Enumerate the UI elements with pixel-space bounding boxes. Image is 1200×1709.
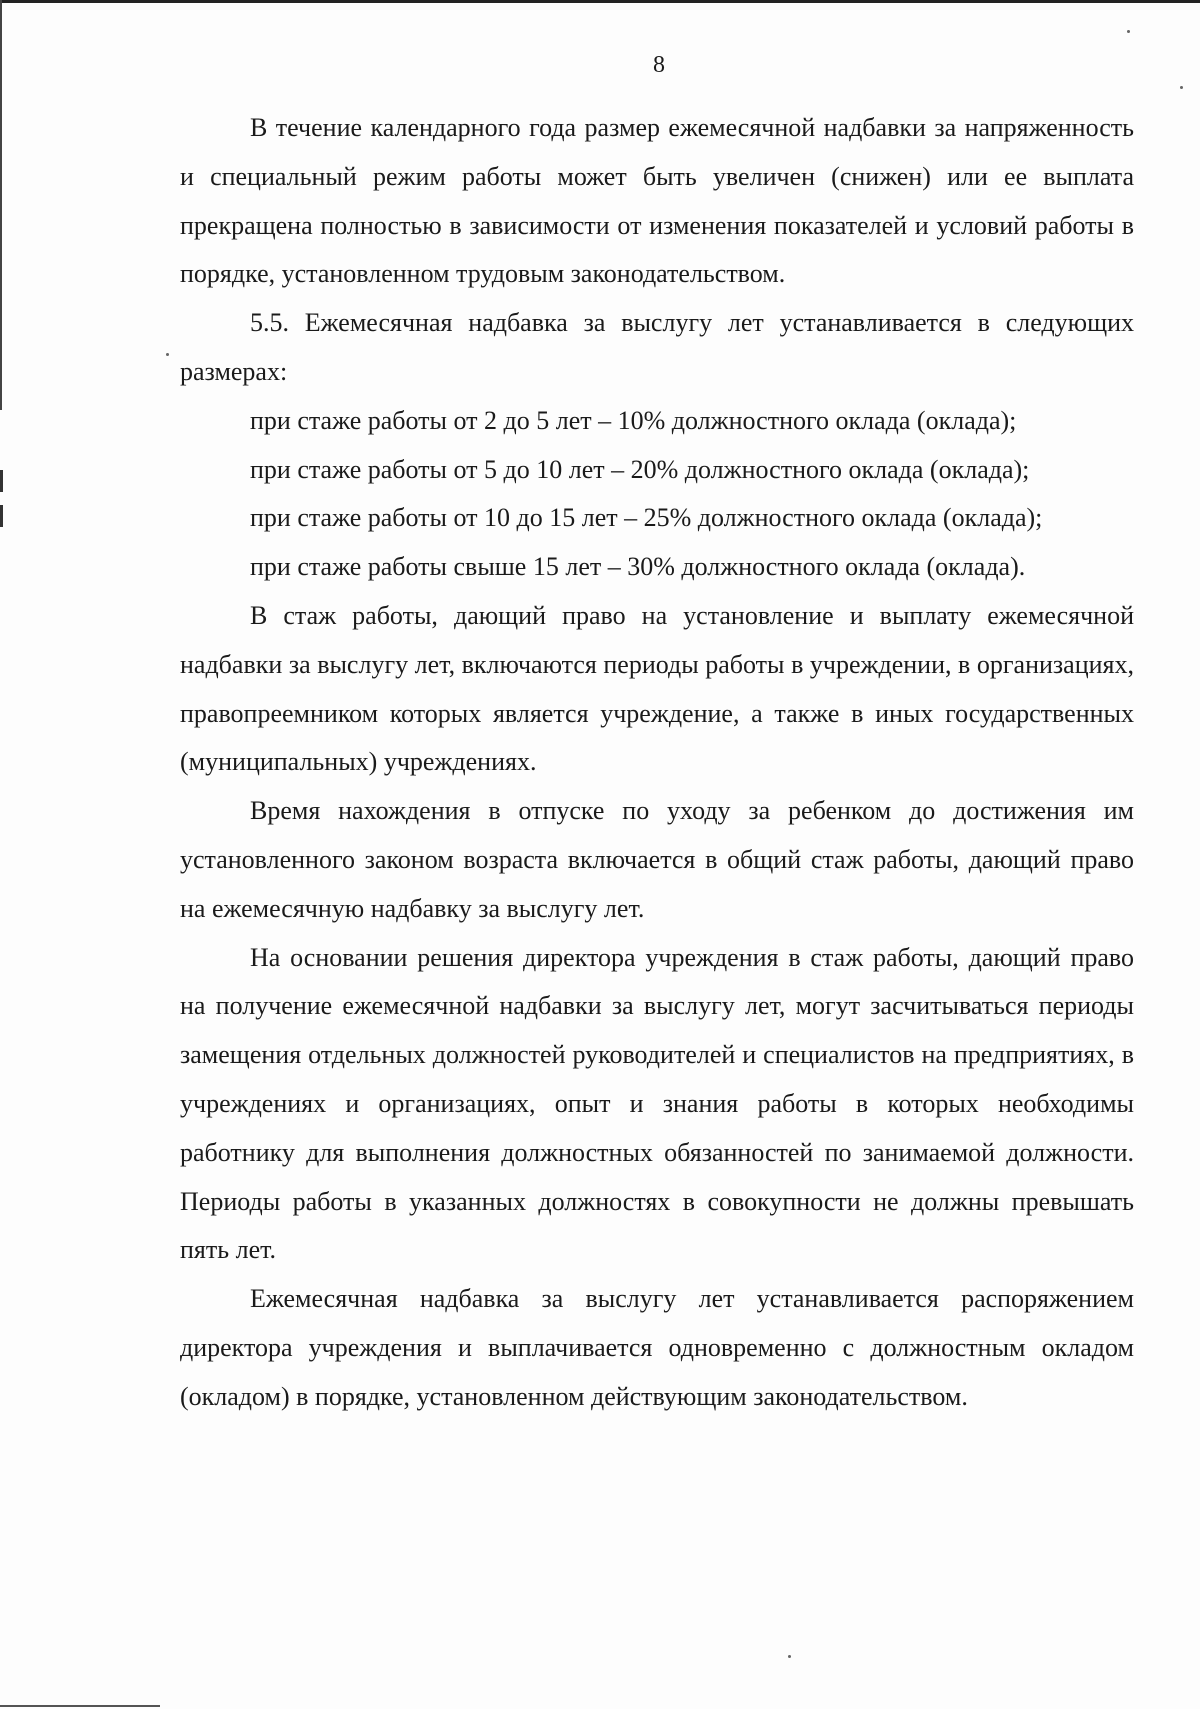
scan-left-mark: [0, 505, 3, 527]
paragraph: На основании решения директора учреждения в стаж работы, дающий право на получение ежемесячной надбавки за выслугу лет, могут засчитываться периоды замещения отдельных должностей руководителей и специалистов на предприятиях, в учреждениях и организациях, опыт и знания работы в которых необходимы работнику для выполнения должностных обязанностей по занимаемой должности. Периоды работы в указанных должностях в совокупности не должны превышать пять лет.: [180, 942, 1134, 1265]
list-item: при стаже работы свыше 15 лет – 30% должностного оклада (оклада).: [250, 552, 1026, 582]
scan-top-border: [0, 0, 1200, 3]
list-item: при стаже работы от 5 до 10 лет – 20% должностного оклада (оклада);: [250, 454, 1030, 484]
paragraph: В стаж работы, дающий право на установление и выплату ежемесячной надбавки за выслугу лет, включаются периоды работы в учреждении, в организациях, правопреемником которых является учреждение, а также в иных государственных (муниципальных) учреждениях.: [180, 600, 1134, 777]
paragraph: Время нахождения в отпуске по уходу за ребенком до достижения им установленного законом возраста включается в общий стаж работы, дающий право на ежемесячную надбавку за выслугу лет.: [180, 796, 1134, 923]
list-item: при стаже работы от 2 до 5 лет – 10% должностного оклада (оклада);: [250, 405, 1017, 435]
scan-left-mark: [0, 470, 3, 492]
page-number: 8: [653, 52, 665, 78]
list-item: при стаже работы от 10 до 15 лет – 25% должностного оклада (оклада);: [250, 503, 1043, 533]
document-body: [180, 104, 1134, 1422]
scan-speck: [1180, 86, 1183, 89]
paragraph: В течение календарного года размер ежемесячной надбавки за напряженность и специальный режим работы может быть увеличен (снижен) или ее выплата прекращена полностью в зависимости от изменения показателей и условий работы в порядке, установленном трудовым законодательством.: [180, 113, 1134, 289]
scan-speck: [166, 353, 169, 356]
scan-speck: [1127, 30, 1130, 33]
scan-bottom-line: [0, 1705, 160, 1707]
scan-speck: [788, 1655, 791, 1658]
paragraph: Ежемесячная надбавка за выслугу лет устанавливается распоряжением директора учреждения и выплачивается одновременно с должностным окладом (окладом) в порядке, установленном действующим законодательством.: [180, 1284, 1134, 1411]
section-heading-paragraph: 5.5. Ежемесячная надбавка за выслугу лет устанавливается в следующих размерах:: [180, 308, 1134, 386]
